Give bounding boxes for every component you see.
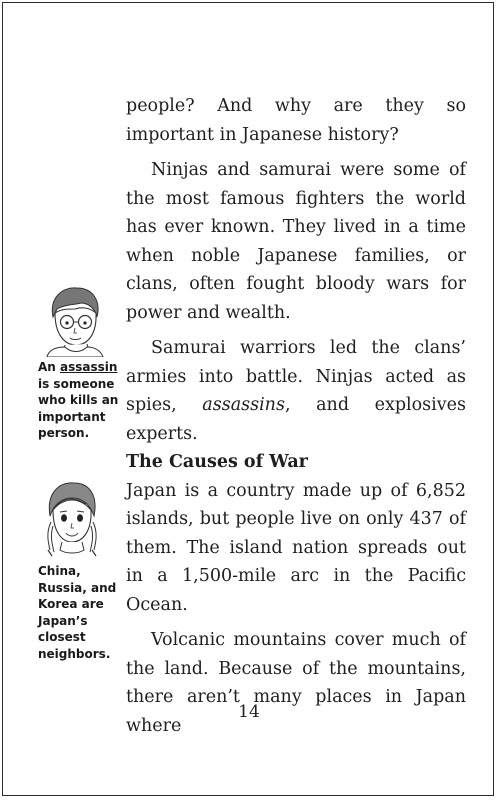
paragraph-1: people? And why are they so important in Japanese history?: [126, 96, 466, 145]
section-heading: The Causes of War: [126, 452, 308, 472]
paragraph-4: Japan is a country made up of 6,852 islands, but people live on only 437 of them. The island nation spreads out in a 1,500-mile arc in the Pacific Ocean.: [126, 480, 466, 615]
paragraph-3-start: Samurai warriors led the clans’ armies into battle. Ninjas acted as spies,: [126, 338, 466, 415]
paragraph-3: [126, 334, 466, 448]
main-text: [126, 92, 466, 740]
sidebar-note-neighbors: China, Russia, and Korea are Japan’s closest neighbors.: [38, 564, 117, 661]
page-number: 14: [238, 702, 260, 722]
paragraph-3-end: , and explosives experts.: [126, 395, 466, 444]
boy-with-glasses-illustration: [43, 283, 105, 357]
paragraph-2: Ninjas and samurai were some of the most famous fighters the world has ever known. They lived in a time when noble Japanese families, or clans, often fought bloody wars for power and wealth.: [126, 160, 466, 323]
girl-with-braids-illustration: [42, 480, 102, 560]
note-1-prefix: An: [38, 360, 61, 374]
note-1-rest: is someone who kills an important person.: [38, 376, 119, 440]
sidebar-note-assassin: [38, 359, 126, 442]
paragraph-5: Volcanic mountains cover much of the land. Because of the mountains, there aren’t many places in Japan where: [126, 630, 466, 736]
assassin-keyword: assassin: [60, 360, 118, 374]
assassins-italic: assassins: [202, 395, 285, 415]
